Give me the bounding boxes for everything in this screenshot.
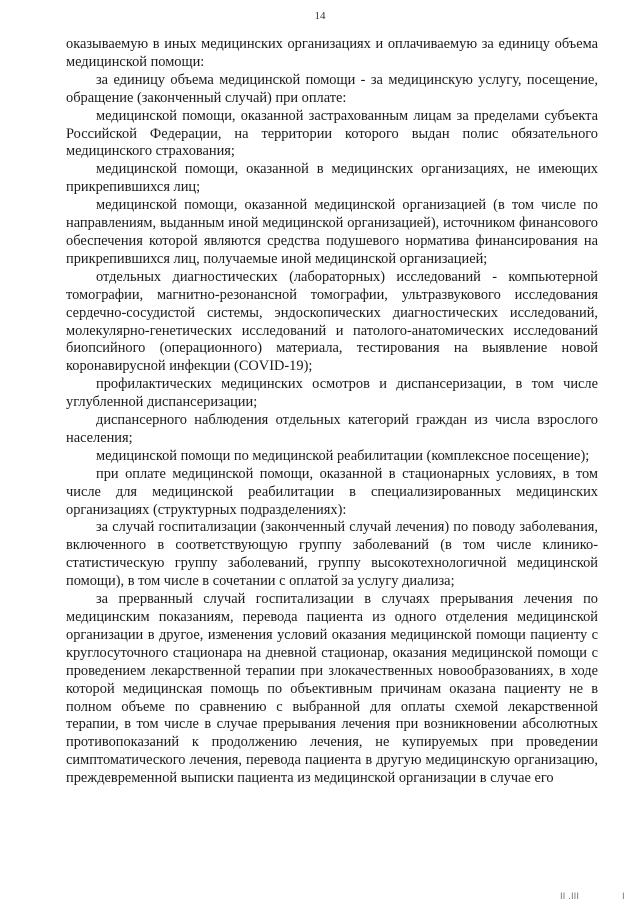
page-number: 14	[314, 10, 326, 22]
paragraph: диспансерного наблюдения отдельных категорий граждан из числа взрослого населения;	[66, 412, 598, 446]
paragraph: за случай госпитализации (законченный случай лечения) по поводу заболевания, включенного в соответствующую группу заболеваний (в том числе клинико-статистическую группу заболеваний, группу высокотехнологичной медицинской помощи), в том числе в сочетании с оплатой за услугу диализа;	[66, 519, 598, 590]
paragraph: профилактических медицинских осмотров и диспансеризации, в том числе углубленной диспансеризации;	[66, 376, 598, 411]
paragraph: за единицу объема медицинской помощи - за медицинскую услугу, посещение, обращение (законченный случай) при оплате:	[66, 71, 598, 106]
document-body	[66, 36, 598, 788]
paragraph: медицинской помощи, оказанной медицинской организацией (в том числе по направлениям, выданным иной медицинской организацией), источником финансового обеспечения которой являются средства подушевого норматива финансирования на прикрепившихся лиц, получаемые иной медицинской организацией;	[66, 197, 598, 267]
paragraph: медицинской помощи по медицинской реабилитации (комплексное посещение);	[96, 447, 590, 464]
paragraph: медицинской помощи, оказанной застрахованным лицам за пределами субъекта Российской Федерации, на территории которого выдан полис обязательного медицинского страхования;	[66, 107, 598, 160]
paragraph: за прерванный случай госпитализации в случаях прерывания лечения по медицинским показаниям, перевода пациента из одного отделения медицинской организации в другое, изменения условий оказания медицинской помощи пациенту с круглосуточного стационара на дневной стационар, оказания медицинской помощи с проведением лекарственной терапии при злокачественных новообразованиях, в ходе которой медицинская помощь по объективным причинам оказана пациенту не в полном объеме по сравнению с выбранной для оплаты схемой лекарственной терапии, в том числе в случае прерывания лечения при возникновении абсолютных противопоказаний к продолжению лечения, не купируемых при проведении симптоматического лечения, перевода пациента в другую медицинскую организацию, преждевременной выписки пациента из медицинской организации в случае его	[66, 591, 598, 787]
scan-footer-mark: II .III	[560, 892, 579, 902]
paragraph: отдельных диагностических (лабораторных) исследований - компьютерной томографии, магнитно-резонансной томографии, ультразвукового исследования сердечно-сосудистой системы, эндоскопических диагностических исследований, молекулярно-генетических исследований и патолого-анатомических исследований биопсийного (операционного) материала, тестирования на выявление новой коронавирусной инфекции (COVID-19);	[66, 268, 598, 375]
paragraph: медицинской помощи, оказанной в медицинских организациях, не имеющих прикрепившихся лиц;	[66, 161, 598, 196]
paragraph: при оплате медицинской помощи, оказанной в стационарных условиях, в том числе для медицинской реабилитации в специализированных медицинских организациях (структурных подразделениях):	[66, 465, 598, 518]
scan-footer-mark: I	[622, 892, 625, 902]
paragraph: оказываемую в иных медицинских организациях и оплачиваемую за единицу объема медицинской помощи:	[66, 36, 598, 70]
